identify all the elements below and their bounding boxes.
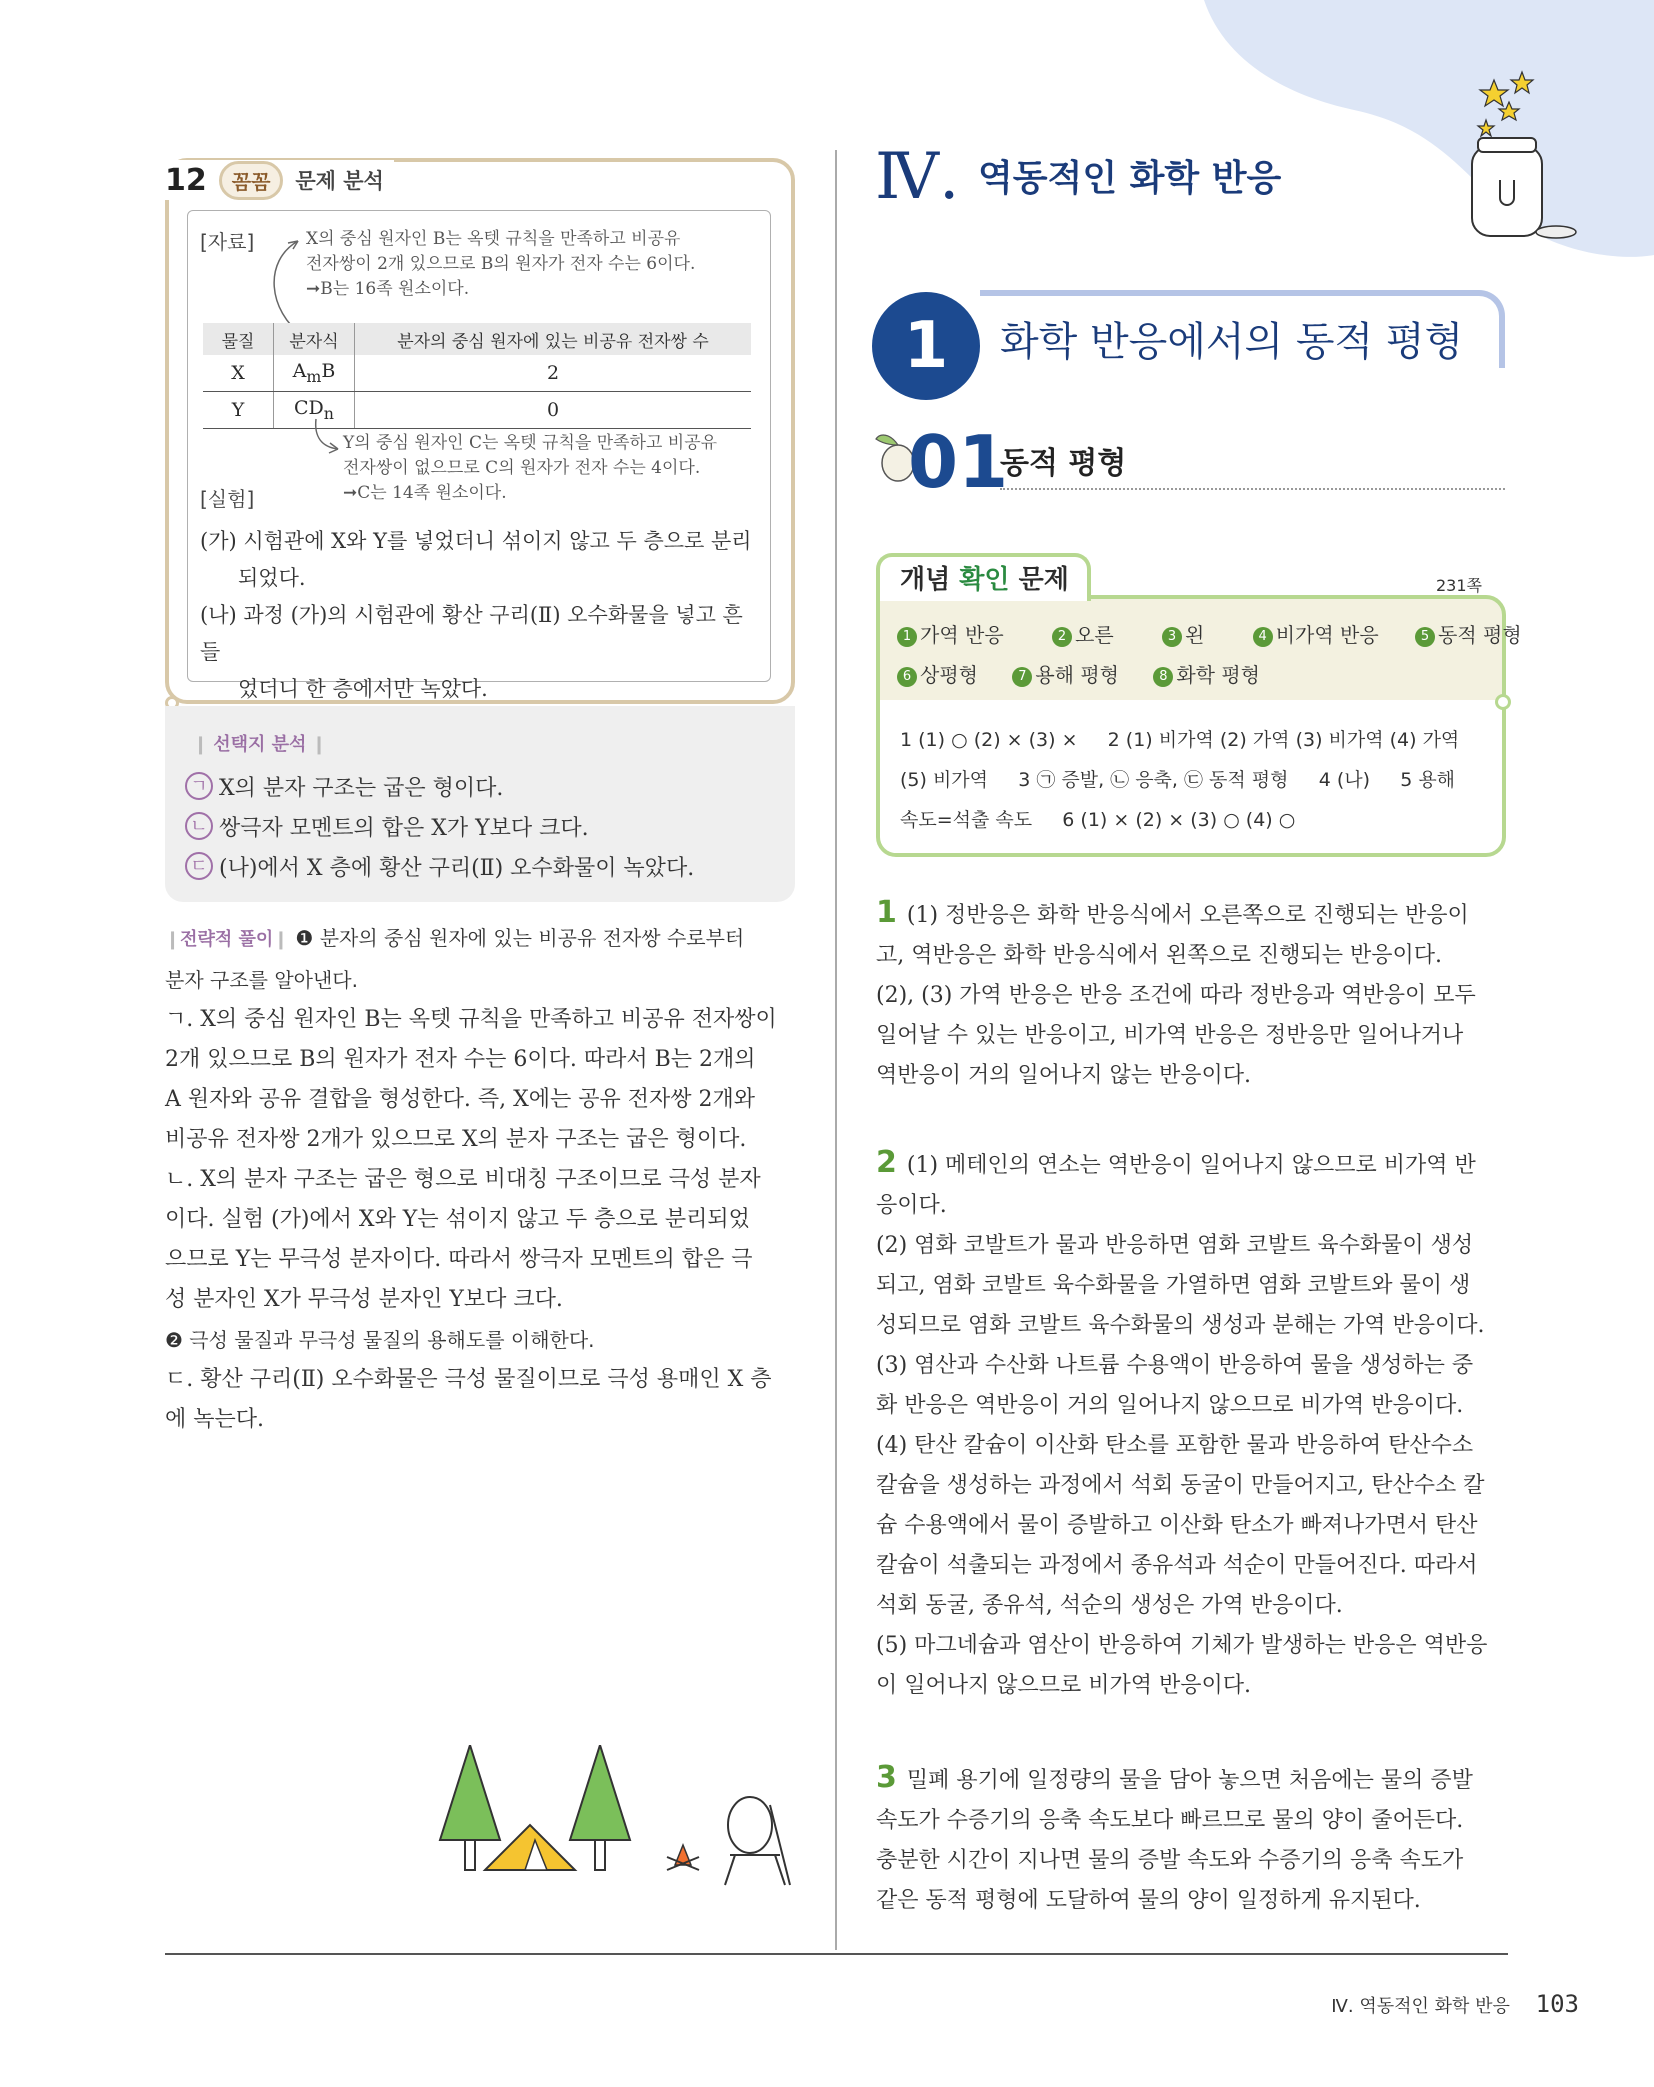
para-line: 같은 동적 평형에 도달하여 물의 양이 일정하게 유지된다. (876, 1888, 1421, 1913)
formula-cell (274, 355, 355, 392)
chapter-title: 화학 반응에서의 동적 평형 (1000, 319, 1464, 365)
number-badge: 2 (1052, 627, 1072, 647)
number-badge: 1 (897, 627, 917, 647)
keyword-text: 가역 반응 (920, 623, 1004, 647)
question-header (165, 160, 394, 200)
para-line (876, 1143, 1506, 1186)
solution-line: ㄴ. X의 분자 구조는 굽은 형으로 비대칭 구조이므로 극성 분자 (165, 1167, 761, 1192)
data-tag: [자료] (200, 230, 255, 254)
formula-tail: B (321, 360, 336, 383)
concept-page-ref: 231쪽 (1436, 576, 1482, 595)
camping-illustration (435, 1745, 815, 1920)
tab-text-highlight: 확인 (959, 565, 1010, 595)
choice-title: 선택지 분석 (213, 734, 307, 755)
molecule-table (203, 323, 751, 429)
para-line: 속도가 수증기의 응축 속도보다 빠르므로 물의 양이 줄어든다. (876, 1808, 1464, 1833)
para-line: 칼슘이 석출되는 과정에서 종유석과 석순이 만들어진다. 따라서 (876, 1553, 1478, 1578)
explanation-2 (876, 1143, 1506, 1706)
formula-main: CD (294, 397, 324, 420)
answer-line: 1 (1) ○ (2) × (3) × 2 (1) 비가역 (2) 가역 (3) 비가역 (4) 가역 (900, 729, 1460, 751)
keyword-text: 비가역 반응 (1275, 623, 1379, 647)
para-line: 화 반응은 역반응이 거의 일어나지 않으므로 비가역 반응이다. (876, 1393, 1464, 1418)
choice-item (185, 846, 694, 886)
tab-text-part: 개념 (900, 565, 960, 595)
solution-line: 에 녹는다. (165, 1407, 264, 1432)
explanation-1 (876, 893, 1506, 1096)
choice-mark: ㄴ (185, 812, 213, 840)
answer-line: 속도=석출 속도 6 (1) × (2) × (3) ○ (4) ○ (900, 809, 1296, 831)
para-text: (1) 정반응은 화학 반응식에서 오른쪽으로 진행되는 반응이 (906, 903, 1469, 928)
formula-sub: n (323, 403, 334, 423)
para-line: 응이다. (876, 1193, 947, 1218)
para-line: 되고, 염화 코발트 육수화물을 가열하면 염화 코발트와 물이 생 (876, 1273, 1471, 1298)
para-line (876, 893, 1506, 936)
solution-line: ㄱ. X의 중심 원자인 B는 옥텟 규칙을 만족하고 비공유 전자쌍이 (165, 1007, 777, 1032)
keyword (897, 623, 1004, 647)
table-cell: X (203, 355, 274, 392)
solution-line: ㄷ. 황산 구리(Ⅱ) 오수화물은 극성 물질이므로 극성 용매인 X 층 (165, 1367, 772, 1392)
note-line: 전자쌍이 2개 있으므로 B의 원자가 전자 수는 6이다. (306, 254, 696, 274)
chapter-number: 1 (872, 292, 980, 400)
choice-analysis (165, 706, 795, 902)
solution-line (165, 918, 797, 960)
section-title: 동적 평형 (1000, 446, 1127, 481)
para-text: 밀폐 용기에 일정량의 물을 담아 놓으면 처음에는 물의 증발 (906, 1768, 1473, 1793)
answer-line: (5) 비가역 3 ㉠ 증발, ㉡ 응축, ㉢ 동적 평형 4 (나) 5 용해 (900, 769, 1456, 791)
bar-icon: ❙ (311, 734, 327, 755)
note-line: ➞B는 16족 원소이다. (306, 279, 470, 299)
footer-section: Ⅳ. 역동적인 화학 반응 (1331, 1996, 1510, 2017)
keyword-text: 왼 (1185, 623, 1205, 647)
experiment-steps (200, 523, 760, 708)
experiment-line: 되었다. (238, 566, 306, 590)
keyword (1012, 663, 1119, 687)
concept-keywords-row2 (897, 659, 1260, 688)
question-label: 문제 분석 (295, 169, 384, 193)
concept-dot (1495, 694, 1511, 710)
experiment-line: (가) 시험관에 X와 Y를 넣었더니 섞이지 않고 두 층으로 분리 (200, 529, 752, 553)
experiment-line: 었더니 한 층에서만 녹았다. (238, 677, 488, 701)
tab-text-part: 문제 (1009, 565, 1069, 595)
note-b-element (306, 227, 695, 302)
table-cell: Y (203, 392, 274, 429)
keyword (897, 663, 978, 687)
solution-line: ❷ 극성 물질과 무극성 물질의 용해도를 이해한다. (165, 1328, 595, 1352)
para-number: 3 (876, 1760, 897, 1795)
table-header: 분자식 (274, 323, 355, 355)
number-badge: 3 (1162, 627, 1182, 647)
note-c-element (343, 431, 717, 506)
choice-text: X의 분자 구조는 굽은 형이다. (219, 775, 504, 801)
note-line: X의 중심 원자인 B는 옥텟 규칙을 만족하고 비공유 (306, 229, 681, 249)
solution-line: 분자 구조를 알아낸다. (165, 968, 358, 992)
para-line: 이 일어나지 않으므로 비가역 반응이다. (876, 1673, 1251, 1698)
para-text: (1) 메테인의 연소는 역반응이 일어나지 않으므로 비가역 반 (906, 1153, 1476, 1178)
choice-mark: ㄱ (185, 772, 213, 800)
footer-rule (165, 1953, 1508, 1955)
unit-title: 역동적인 화학 반응 (978, 158, 1282, 199)
keyword-text: 상평형 (920, 663, 978, 687)
note-line: Y의 중심 원자인 C는 옥텟 규칙을 만족하고 비공유 (343, 433, 718, 453)
keyword (1153, 663, 1260, 687)
para-line: 칼슘을 생성하는 과정에서 석회 동굴이 만들어지고, 탄산수소 칼 (876, 1473, 1485, 1498)
solution-line: 비공유 전자쌍 2개가 있으므로 X의 분자 구조는 굽은 형이다. (165, 1127, 747, 1152)
para-line: 일어날 수 있는 반응이고, 비가역 반응은 정반응만 일어나거나 (876, 1023, 1464, 1048)
star-jar-icon (1464, 60, 1584, 250)
bar-icon: ❙ (193, 734, 209, 755)
section-divider (1000, 488, 1505, 490)
experiment-line: (나) 과정 (가)의 시험관에 황산 구리(Ⅱ) 오수화물을 넣고 흔들 (200, 603, 743, 664)
concept-tab-title (900, 559, 1069, 596)
explanation-3 (876, 1758, 1506, 1921)
para-line: (3) 염산과 수산화 나트륨 수용액이 반응하여 물을 생성하는 중 (876, 1353, 1474, 1378)
para-line: 성되므로 염화 코발트 육수화물의 생성과 분해는 가역 반응이다. (876, 1313, 1485, 1338)
keyword (1415, 623, 1522, 647)
para-line: 역반응이 거의 일어나지 않는 반응이다. (876, 1063, 1251, 1088)
experiment-tag: [실험] (200, 487, 255, 511)
para-line: 고, 역반응은 화학 반응식에서 왼쪽으로 진행되는 반응이다. (876, 943, 1442, 968)
section-number: 01 (908, 420, 1009, 504)
para-number: 2 (876, 1145, 897, 1180)
page-number: 103 (1535, 1990, 1579, 2018)
solution-text: ❶ 분자의 중심 원자에 있는 비공유 전자쌍 수로부터 (295, 926, 745, 950)
keyword-text: 화학 평형 (1176, 663, 1260, 687)
number-badge: 8 (1153, 667, 1173, 687)
choice-text: 쌍극자 모멘트의 합은 X가 Y보다 크다. (219, 815, 589, 841)
number-badge: 7 (1012, 667, 1032, 687)
number-badge: 5 (1415, 627, 1435, 647)
keyword-text: 동적 평형 (1438, 623, 1522, 647)
table-header: 분자의 중심 원자에 있는 비공유 전자쌍 수 (355, 323, 752, 355)
keyword-text: 용해 평형 (1035, 663, 1119, 687)
table-header-row (203, 323, 751, 355)
number-badge: 4 (1253, 627, 1273, 647)
para-line: (4) 탄산 칼슘이 이산화 탄소를 포함한 물과 반응하여 탄산수소 (876, 1433, 1474, 1458)
para-line: (5) 마그네슘과 염산이 반응하여 기체가 발생하는 반응은 역반응 (876, 1633, 1488, 1658)
number-badge: 6 (897, 667, 917, 687)
para-line: 석회 동굴, 종유석, 석순의 생성은 가역 반응이다. (876, 1593, 1343, 1618)
kkomkkom-badge: 꼼꼼 (219, 161, 284, 200)
note-line: ➞C는 14족 원소이다. (343, 483, 507, 503)
choice-mark: ㄷ (185, 852, 213, 880)
strategic-solution (165, 918, 797, 1440)
keyword (1253, 623, 1379, 647)
unit-roman-numeral: Ⅳ. (875, 140, 960, 214)
page-footer (1331, 1990, 1579, 2018)
solution-line: 성 분자인 X가 무극성 분자인 Y보다 크다. (165, 1287, 563, 1312)
solution-line: A 원자와 공유 결합을 형성한다. 즉, X에는 공유 전자쌍 2개와 (165, 1087, 756, 1112)
table-row (203, 355, 751, 392)
solution-line: 으므로 Y는 무극성 분자이다. 따라서 쌍극자 모멘트의 합은 극 (165, 1247, 753, 1272)
para-number: 1 (876, 895, 897, 930)
column-divider (835, 150, 837, 1950)
para-line: (2) 염화 코발트가 물과 반응하면 염화 코발트 육수화물이 생성 (876, 1233, 1474, 1258)
keyword-text: 오른 (1075, 623, 1114, 647)
table-cell: 0 (355, 392, 752, 429)
para-line: 충분한 시간이 지나면 물의 증발 속도와 수증기의 응축 속도가 (876, 1848, 1464, 1873)
question-number: 12 (165, 162, 207, 198)
solution-line: 이다. 실험 (가)에서 X와 Y는 섞이지 않고 두 층으로 분리되었 (165, 1207, 750, 1232)
table-cell: 2 (355, 355, 752, 392)
concept-keywords-row1 (897, 619, 1522, 648)
choice-title-wrap (193, 730, 327, 756)
solution-label: 전략적 풀이 (180, 929, 274, 950)
data-box (187, 210, 771, 701)
formula-main: A (292, 360, 307, 383)
choice-list (185, 766, 694, 886)
para-line (876, 1758, 1506, 1801)
para-line: (2), (3) 가역 반응은 반응 조건에 따라 정반응과 역반응이 모두 (876, 983, 1476, 1008)
para-line: 슘 수용액에서 물이 증발하고 이산화 탄소가 빠져나가면서 탄산 (876, 1513, 1478, 1538)
choice-text: (나)에서 X 층에 황산 구리(Ⅱ) 오수화물이 녹았다. (219, 855, 695, 881)
choice-item (185, 806, 694, 846)
formula-sub: m (306, 366, 322, 386)
table-row (203, 392, 751, 429)
annotation-arrow-2 (308, 417, 348, 457)
keyword (1162, 623, 1204, 647)
bar-icon: ❙ (273, 929, 289, 950)
keyword (1052, 623, 1114, 647)
note-line: 전자쌍이 없으므로 C의 원자가 전자 수는 4이다. (343, 458, 701, 478)
table-header: 물질 (203, 323, 274, 355)
solution-line: 2개 있으므로 B의 원자가 전자 수는 6이다. 따라서 B는 2개의 (165, 1047, 756, 1072)
bar-icon: ❙ (165, 929, 181, 950)
choice-item (185, 766, 694, 806)
